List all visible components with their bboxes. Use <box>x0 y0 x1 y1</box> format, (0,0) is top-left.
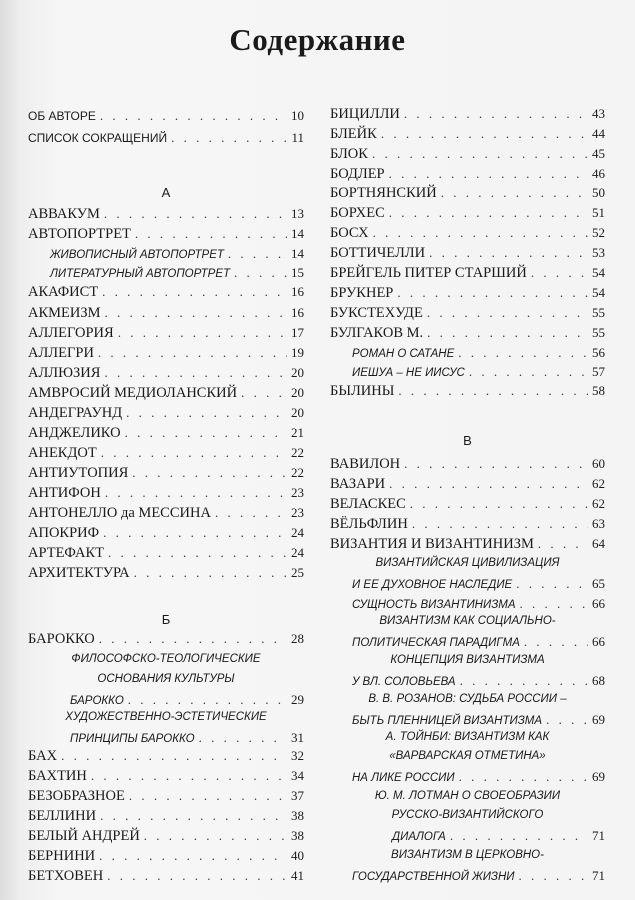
toc-subentry[interactable] <box>50 246 304 262</box>
toc-subentry[interactable] <box>352 868 605 884</box>
toc-entry[interactable] <box>330 325 605 342</box>
page-number: 71 <box>592 868 605 883</box>
entry-title: АКАФИСТ <box>28 284 99 300</box>
page-number: 51 <box>592 205 605 220</box>
page-number: 20 <box>291 405 304 420</box>
entry-title: БРУКНЕР <box>330 285 394 301</box>
entry-title: АРТЕФАКТ <box>28 545 104 561</box>
entry-title: БОРХЕС <box>330 205 385 221</box>
toc-subentry[interactable] <box>330 731 605 743</box>
toc-subentry[interactable] <box>70 692 304 708</box>
toc-entry[interactable] <box>28 130 304 146</box>
toc-entry[interactable] <box>28 445 304 462</box>
dot-leader <box>107 868 287 884</box>
page-number: 16 <box>291 284 304 299</box>
page-number: 46 <box>592 166 605 181</box>
page-number: 66 <box>592 596 605 611</box>
page-number: 44 <box>592 126 605 141</box>
entry-title: ЛИТЕРАТУРНЫЙ АВТОПОРТРЕТ <box>50 268 231 280</box>
page-number: 10 <box>291 108 304 123</box>
entry-title: АЛЛЕГОРИЯ <box>28 325 114 341</box>
entry-title: БЕЗОБРАЗНОЕ <box>28 788 125 804</box>
dot-leader <box>404 106 588 122</box>
dot-leader <box>100 108 287 124</box>
page-number: 62 <box>592 496 605 511</box>
page-number: 45 <box>592 146 605 161</box>
page-number: 23 <box>291 505 304 520</box>
page-number: 32 <box>291 748 304 763</box>
toc-subentry[interactable] <box>28 711 304 723</box>
entry-title: АВВАКУМ <box>28 206 100 222</box>
toc-entry[interactable] <box>330 225 605 242</box>
toc-entry[interactable] <box>28 545 304 562</box>
dot-leader <box>531 265 588 281</box>
toc-entry[interactable] <box>28 305 304 322</box>
toc-entry[interactable] <box>330 126 605 143</box>
toc-subentry[interactable] <box>352 634 605 650</box>
entry-title: АНТОНЕЛЛО да МЕССИНА <box>28 505 211 521</box>
entry-title: И ЕЕ ДУХОВНОЕ НАСЛЕДИЕ <box>352 579 513 591</box>
dot-leader <box>108 545 287 561</box>
entry-title: В. В. РОЗАНОВ: СУДЬБА РОССИИ – <box>368 693 567 705</box>
page-number: 64 <box>592 536 605 551</box>
entry-title: ОБ АВТОРЕ <box>28 109 96 123</box>
entry-title: БУКСТЕХУДЕ <box>330 305 423 321</box>
dot-leader <box>128 692 287 708</box>
toc-subentry[interactable] <box>392 828 605 844</box>
dot-leader <box>104 206 287 222</box>
dot-leader <box>91 768 287 784</box>
entry-title: Ю. М. ЛОТМАН О СВОЕОБРАЗИИ <box>374 790 561 802</box>
page-number: 50 <box>592 185 605 200</box>
entry-title: АНЕКДОТ <box>28 445 97 461</box>
entry-title: ИЕШУА – НЕ ИИСУС <box>352 367 465 379</box>
toc-entry[interactable] <box>28 108 304 124</box>
entry-title: БУЛГАКОВ М. <box>330 325 424 341</box>
entry-title: БОДЛЕР <box>330 166 385 182</box>
entry-title: БАРОККО <box>28 631 95 647</box>
entry-title: АВТОПОРТРЕТ <box>28 226 131 242</box>
dot-leader <box>427 305 588 321</box>
dot-leader <box>372 146 588 162</box>
dot-leader <box>125 425 287 441</box>
page-number: 24 <box>291 545 304 560</box>
entry-title: ХУДОЖЕСТВЕННО-ЭСТЕТИЧЕСКИЕ <box>65 711 267 723</box>
toc-entry[interactable] <box>28 405 304 422</box>
entry-title: БЕЛЛИНИ <box>28 808 97 824</box>
toc-entry[interactable] <box>28 485 304 502</box>
toc-subentry[interactable] <box>330 750 605 762</box>
page-number: 53 <box>592 245 605 260</box>
entry-title: БЕЛЫЙ АНДРЕЙ <box>28 828 140 844</box>
toc-subentry[interactable] <box>352 673 605 689</box>
dot-leader <box>99 848 287 864</box>
page-number: 34 <box>291 768 304 783</box>
page-number: 54 <box>592 285 605 300</box>
dot-leader <box>98 345 287 361</box>
dot-leader <box>469 364 588 380</box>
toc-entry[interactable] <box>28 768 304 785</box>
entry-title: АМВРОСИЙ МЕДИОЛАНСКИЙ <box>28 385 238 401</box>
dot-leader <box>458 345 588 361</box>
page-number: 69 <box>592 769 605 784</box>
toc-entry[interactable] <box>330 476 605 493</box>
toc-entry[interactable] <box>330 205 605 222</box>
section-letter: Б <box>161 612 171 627</box>
entry-title: АПОКРИФ <box>28 525 100 541</box>
page-number: 62 <box>592 476 605 491</box>
page-number: 15 <box>291 265 304 280</box>
toc-entry[interactable] <box>28 868 304 885</box>
page-number: 66 <box>592 634 605 649</box>
entry-title: АНТИУТОПИЯ <box>28 465 129 481</box>
dot-leader <box>516 576 588 592</box>
dot-leader <box>105 305 287 321</box>
toc-entry[interactable] <box>330 245 605 262</box>
page-number: 14 <box>291 246 304 261</box>
entry-title: БЫТЬ ПЛЕННИЦЕЙ ВИЗАНТИЗМА <box>352 715 543 727</box>
toc-entry[interactable] <box>28 226 304 243</box>
entry-title: ПОЛИТИЧЕСКАЯ ПАРАДИГМА <box>352 637 520 649</box>
toc-entry[interactable] <box>28 808 304 825</box>
page-number: 63 <box>592 516 605 531</box>
toc-entry[interactable] <box>330 496 605 513</box>
entry-title: БАХ <box>28 748 58 764</box>
entry-title: НА ЛИКЕ РОССИИ <box>352 772 455 784</box>
page-number: 52 <box>592 225 605 240</box>
page-number: 16 <box>291 305 304 320</box>
page-number: 56 <box>592 345 605 360</box>
page-number: 71 <box>592 828 605 843</box>
entry-title: РУССКО-ВИЗАНТИЙСКОГО <box>391 809 544 821</box>
toc-subentry[interactable] <box>352 769 605 785</box>
toc-entry[interactable] <box>330 285 605 302</box>
dot-leader <box>103 525 287 541</box>
dot-leader <box>459 769 588 785</box>
toc-entry[interactable] <box>330 166 605 183</box>
toc-entry[interactable] <box>28 206 304 223</box>
page-number: 60 <box>592 456 605 471</box>
dot-leader <box>134 565 287 581</box>
toc-entry[interactable] <box>28 748 304 765</box>
dot-leader <box>199 730 287 746</box>
page-number: 65 <box>592 576 605 591</box>
entry-title: ЖИВОПИСНЫЙ АВТОПОРТРЕТ <box>50 249 224 261</box>
toc-entry[interactable] <box>330 185 605 202</box>
page-number: 22 <box>291 465 304 480</box>
page-number: 41 <box>291 868 304 883</box>
dot-leader <box>234 265 287 281</box>
entry-title: ФИЛОСОФСКО-ТЕОЛОГИЧЕСКИЕ <box>71 653 261 665</box>
page-number: 57 <box>592 364 605 379</box>
page-number: 20 <box>291 385 304 400</box>
entry-title: АКМЕИЗМ <box>28 305 101 321</box>
entry-title: ВИЗАНТИЗМ В ЦЕРКОВНО- <box>391 849 544 861</box>
toc-subentry[interactable] <box>330 615 605 627</box>
entry-title: ВЕЛАСКЕС <box>330 496 406 512</box>
toc-entry[interactable] <box>28 385 304 402</box>
entry-title: БЫЛИНЫ <box>330 383 395 399</box>
toc-subentry[interactable] <box>352 712 605 728</box>
dot-leader <box>132 465 287 481</box>
page-number: 22 <box>291 445 304 460</box>
dot-leader <box>389 205 588 221</box>
page-number: 19 <box>291 345 304 360</box>
page-number: 21 <box>291 425 304 440</box>
entry-title: СУЩНОСТЬ ВИЗАНТИНИЗМА <box>352 599 516 611</box>
section-letter: В <box>463 433 472 448</box>
toc-subentry[interactable] <box>330 557 605 569</box>
dot-leader <box>429 245 588 261</box>
page-number: 68 <box>592 673 605 688</box>
dot-leader <box>144 828 287 844</box>
toc-subentry[interactable] <box>352 364 605 380</box>
entry-title: У ВЛ. СОЛОВЬЕВА <box>352 676 456 688</box>
dot-leader <box>397 285 588 301</box>
page-title: Содержание <box>229 22 406 57</box>
entry-title: АНДЕГРАУНД <box>28 405 123 421</box>
dot-leader <box>105 485 287 501</box>
page-number: 29 <box>291 692 304 707</box>
toc-entry[interactable] <box>330 383 605 400</box>
dot-leader <box>102 284 287 300</box>
toc-entry[interactable] <box>330 305 605 322</box>
toc-entry[interactable] <box>28 848 304 865</box>
entry-title: БАРОККО <box>70 695 124 707</box>
page-number: 38 <box>291 828 304 843</box>
dot-leader <box>373 225 588 241</box>
dot-leader <box>104 365 287 381</box>
toc-subentry[interactable] <box>330 654 605 666</box>
dot-leader <box>135 226 287 242</box>
entry-title: БИЦИЛЛИ <box>330 106 400 122</box>
entry-title: ОСНОВАНИЯ КУЛЬТУРЫ <box>97 673 235 685</box>
page-number: 24 <box>291 525 304 540</box>
entry-title: ВИЗАНТИЗМ КАК СОЦИАЛЬНО- <box>379 615 556 627</box>
toc-subentry[interactable] <box>352 576 605 592</box>
entry-title: АРХИТЕКТУРА <box>28 565 130 581</box>
toc-subentry[interactable] <box>330 790 605 802</box>
page-number: 55 <box>592 305 605 320</box>
entry-title: «ВАРВАРСКАЯ ОТМЕТИНА» <box>389 750 546 762</box>
dot-leader <box>61 748 287 764</box>
toc-entry[interactable] <box>28 788 304 805</box>
section-letter: А <box>161 185 171 200</box>
toc-subentry[interactable] <box>330 849 605 861</box>
dot-leader <box>460 673 588 689</box>
entry-title: РОМАН О САТАНЕ <box>352 348 455 360</box>
dot-leader <box>100 808 287 824</box>
dot-leader <box>404 456 588 472</box>
page-number: 37 <box>291 788 304 803</box>
entry-title: ДИАЛОГА <box>392 831 446 843</box>
dot-leader <box>398 383 588 399</box>
entry-title: БЛЕЙК <box>330 126 377 142</box>
toc-entry[interactable] <box>28 505 304 522</box>
page-number: 23 <box>291 485 304 500</box>
entry-title: БЕРНИНИ <box>28 848 96 864</box>
toc-subentry[interactable] <box>28 653 304 665</box>
dot-leader <box>412 516 588 532</box>
entry-title: БОРТНЯНСКИЙ <box>330 185 437 201</box>
toc-subentry[interactable] <box>352 345 605 361</box>
page-number: 69 <box>592 712 605 727</box>
entry-title: А. ТОЙНБИ: ВИЗАНТИЗМ КАК <box>385 731 550 743</box>
entry-title: ГОСУДАРСТВЕННОЙ ЖИЗНИ <box>352 871 515 883</box>
page-number: 54 <box>592 265 605 280</box>
entry-title: БРЕЙГЕЛЬ ПИТЕР СТАРШИЙ <box>330 265 527 281</box>
toc-subentry[interactable] <box>330 809 605 821</box>
entry-title: АЛЛЕГРИ <box>28 345 94 361</box>
page-number: 20 <box>291 365 304 380</box>
entry-title: ПРИНЦИПЫ БАРОККО <box>70 733 195 745</box>
dot-leader <box>241 385 287 401</box>
page-number: 31 <box>291 730 304 745</box>
toc-entry[interactable] <box>28 828 304 845</box>
toc-subentry[interactable] <box>352 596 605 612</box>
dot-leader <box>538 536 588 552</box>
entry-title: БОТТИЧЕЛЛИ <box>330 245 426 261</box>
entry-title: БОСХ <box>330 225 369 241</box>
entry-title: ВАЗАРИ <box>330 476 386 492</box>
toc-subentry[interactable] <box>70 730 304 746</box>
toc-entry[interactable] <box>28 345 304 362</box>
dot-leader <box>101 445 287 461</box>
dot-leader <box>410 496 588 512</box>
toc-subentry[interactable] <box>330 693 605 705</box>
entry-title: АНДЖЕЛИКО <box>28 425 121 441</box>
page-number: 55 <box>592 325 605 340</box>
dot-leader <box>118 325 287 341</box>
dot-leader <box>215 505 287 521</box>
dot-leader <box>129 788 287 804</box>
dot-leader <box>99 631 287 647</box>
entry-title: АЛЛЮЗИЯ <box>28 365 101 381</box>
dot-leader <box>427 325 588 341</box>
toc-entry[interactable] <box>330 456 605 473</box>
toc-entry[interactable] <box>28 631 304 648</box>
entry-title: КОНЦЕПЦИЯ ВИЗАНТИЗМА <box>390 654 545 666</box>
dot-leader <box>519 868 588 884</box>
toc-entry[interactable] <box>28 525 304 542</box>
page-number: 14 <box>291 226 304 241</box>
entry-title: БЛОК <box>330 146 368 162</box>
entry-title: БЕТХОВЕН <box>28 868 104 884</box>
entry-title: ВАВИЛОН <box>330 456 401 472</box>
dot-leader <box>441 185 588 201</box>
dot-leader <box>228 246 287 262</box>
page-number: 43 <box>592 106 605 121</box>
toc-entry[interactable] <box>330 106 605 123</box>
page-number: 28 <box>291 631 304 646</box>
toc-subentry[interactable] <box>28 673 304 685</box>
toc-entry[interactable] <box>330 265 605 282</box>
toc-entry[interactable] <box>28 325 304 342</box>
dot-leader <box>450 828 588 844</box>
toc-entry[interactable] <box>28 565 304 582</box>
dot-leader <box>520 596 588 612</box>
dot-leader <box>381 126 588 142</box>
entry-title: БАХТИН <box>28 768 87 784</box>
page-number: 58 <box>592 383 605 398</box>
page-number: 11 <box>291 130 304 145</box>
page-number: 40 <box>291 848 304 863</box>
dot-leader <box>546 712 588 728</box>
dot-leader <box>389 166 588 182</box>
toc-entry[interactable] <box>330 516 605 533</box>
page-number: 38 <box>291 808 304 823</box>
entry-title: ВЁЛЬФЛИН <box>330 516 408 532</box>
toc-entry[interactable] <box>28 465 304 482</box>
dot-leader <box>524 634 588 650</box>
toc-entry[interactable] <box>28 365 304 382</box>
entry-title: ВИЗАНТИЯ И ВИЗАНТИНИЗМ <box>330 536 534 552</box>
dot-leader <box>389 476 588 492</box>
entry-title: ВИЗАНТИЙСКАЯ ЦИВИЛИЗАЦИЯ <box>375 557 560 569</box>
entry-title: АНТИФОН <box>28 485 101 501</box>
page-number: 13 <box>291 206 304 221</box>
toc-entry[interactable] <box>28 425 304 442</box>
toc-entry[interactable] <box>330 146 605 163</box>
entry-title: СПИСОК СОКРАЩЕНИЙ <box>28 131 168 145</box>
page-number: 17 <box>291 325 304 340</box>
dot-leader <box>171 130 287 146</box>
dot-leader <box>126 405 287 421</box>
toc-entry[interactable] <box>330 536 605 553</box>
toc-subentry[interactable] <box>50 265 304 281</box>
toc-entry[interactable] <box>28 284 304 301</box>
page-number: 25 <box>291 565 304 580</box>
